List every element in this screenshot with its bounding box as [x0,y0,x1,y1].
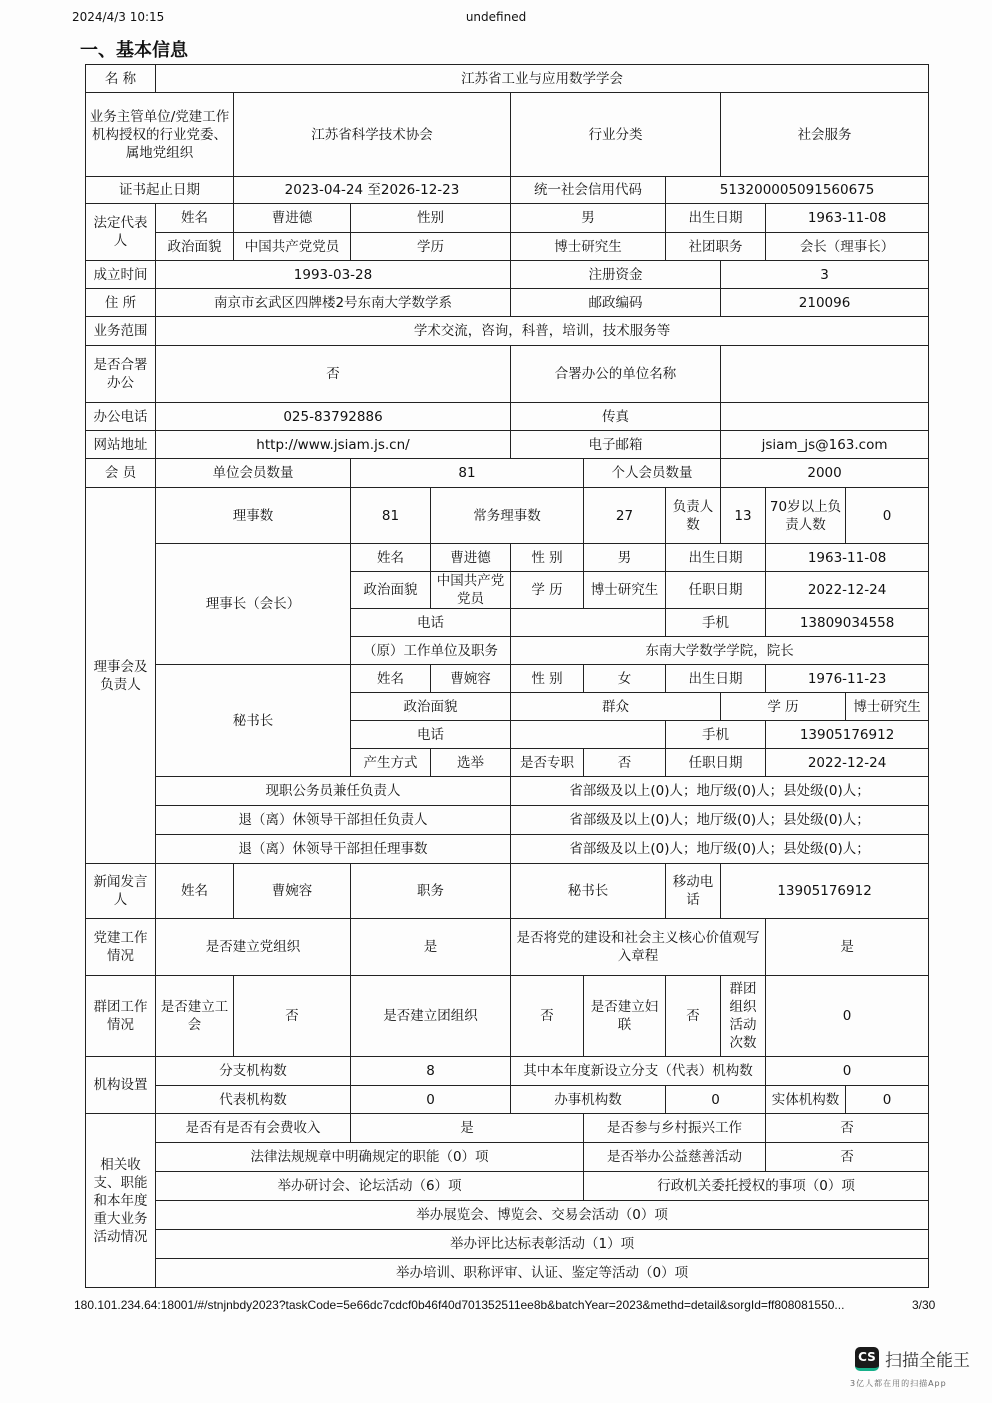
value: 2022-12-24 [766,749,929,777]
label: 法定代表人 [86,204,156,261]
label: 会 员 [86,459,156,488]
value: 博士研究生 [846,693,929,721]
value [511,721,666,749]
label: 退（离）休领导干部担任理事数 [156,835,511,864]
label: 电子邮箱 [511,431,721,459]
value: 8 [351,1057,511,1086]
label: 是否建立党组织 [156,919,351,976]
label: 群团组织活动次数 [721,976,766,1057]
label: 理事会及负责人 [86,488,156,864]
value: 博士研究生 [584,572,666,609]
value: 513200005091560675 [666,177,929,204]
value: 省部级及以上(0)人；地厅级(0)人；县处级(0)人； [511,835,929,864]
row-certificate [86,177,929,204]
row-members [86,459,929,488]
label: 党建工作情况 [86,919,156,976]
label: 现职公务员兼任负责人 [156,777,511,806]
label: 社团职务 [666,233,766,261]
value: http://www.jsiam.js.cn/ [156,431,511,459]
label: （原）工作单位及职务 [351,637,511,665]
label: 学 历 [721,693,846,721]
value: 2023-04-24 至2026-12-23 [234,177,511,204]
label: 任职日期 [666,749,766,777]
value [721,403,929,431]
label: 出生日期 [666,665,766,693]
value: 选举 [431,749,511,777]
value: 0 [766,1057,929,1086]
label: 姓名 [156,864,234,919]
value: 学术交流，咨询，科普，培训，技术服务等 [156,317,929,346]
value: 举办研讨会、论坛活动（6）项 [156,1172,584,1201]
value: 中国共产党党员 [431,572,511,609]
page-number: 3/30 [912,1298,936,1312]
value: 1976-11-23 [766,665,929,693]
value: 81 [351,488,431,544]
label: 理事数 [156,488,351,544]
value: 1993-03-28 [156,261,511,289]
value: 中国共产党党员 [234,233,351,261]
value: 省部级及以上(0)人；地厅级(0)人；县处级(0)人； [511,806,929,835]
label: 手机 [666,609,766,637]
value: 2022-12-24 [766,572,929,609]
label: 是否有是否有会费收入 [156,1114,351,1143]
value: 13905176912 [766,721,929,749]
row-activities-3 [86,1172,929,1201]
value [511,609,666,637]
row-mass-org [86,976,929,1057]
row-chair-1 [86,544,929,572]
value: 曹进德 [431,544,511,572]
value: 男 [511,204,666,233]
label: 证书起止日期 [86,177,234,204]
camscanner-logo-icon: CS [855,1347,879,1371]
label: 住 所 [86,289,156,317]
label: 产生方式 [351,749,431,777]
label: 性 别 [511,544,584,572]
label: 业务范围 [86,317,156,346]
label: 姓名 [351,665,431,693]
label: 单位会员数量 [156,459,351,488]
label: 手机 [666,721,766,749]
value: 男 [584,544,666,572]
label: 统一社会信用代码 [511,177,666,204]
value: 否 [666,976,721,1057]
value: 210096 [721,289,929,317]
row-structure-1 [86,1057,929,1086]
label: 政治面貌 [351,572,431,609]
value: 否 [584,749,666,777]
value: 女 [584,665,666,693]
label: 新闻发言人 [86,864,156,919]
value: 否 [234,976,351,1057]
value: 社会服务 [721,93,929,177]
value: 省部级及以上(0)人；地厅级(0)人；县处级(0)人； [511,777,929,806]
label: 是否专职 [511,749,584,777]
label: 个人会员数量 [584,459,721,488]
value: 3 [721,261,929,289]
label: 注册资金 [511,261,721,289]
row-activities-6 [86,1259,929,1288]
row-phone [86,403,929,431]
label: 业务主管单位/党建工作机构授权的行业党委、属地党组织 [86,93,234,177]
label: 是否将党的建设和社会主义核心价值观写入章程 [511,919,766,976]
row-activities-4 [86,1201,929,1230]
value: 江苏省科学技术协会 [234,93,511,177]
value: 南京市玄武区四牌楼2号东南大学数学系 [156,289,511,317]
value: 0 [666,1086,766,1114]
value: 群众 [511,693,721,721]
label: 分支机构数 [156,1057,351,1086]
label: 电话 [351,721,511,749]
label: 相关收支、职能和本年度重大业务活动情况 [86,1114,156,1288]
row-business-scope [86,317,929,346]
row-officials-3 [86,835,929,864]
label: 法律法规规章中明确规定的职能（0）项 [156,1143,584,1172]
value: 0 [766,976,929,1057]
label: 行业分类 [511,93,721,177]
label: 是否建立团组织 [351,976,511,1057]
label: 性 别 [511,665,584,693]
row-activities-1 [86,1114,929,1143]
label: 办公电话 [86,403,156,431]
value: 否 [766,1143,929,1172]
label: 理事长（会长） [156,544,351,665]
print-title: undefined [465,10,527,24]
label: 电话 [351,609,511,637]
row-legal-rep-1 [86,204,929,233]
row-activities-5 [86,1230,929,1259]
value: 曹婉容 [234,864,351,919]
row-website [86,431,929,459]
row-legal-rep-2 [86,233,929,261]
row-supervisor [86,93,929,177]
value [721,346,929,403]
label: 常务理事数 [431,488,584,544]
label: 成立时间 [86,261,156,289]
label: 秘书长 [156,665,351,777]
label: 是否举办公益慈善活动 [584,1143,766,1172]
value: 13905176912 [721,864,929,919]
value: 举办培训、职称评审、认证、鉴定等活动（0）项 [156,1259,929,1288]
row-joint-office [86,346,929,403]
label: 出生日期 [666,204,766,233]
value: 行政机关委托授权的事项（0）项 [584,1172,929,1201]
value: 81 [351,459,584,488]
label: 退（离）休领导干部担任负责人 [156,806,511,835]
label: 是否参与乡村振兴工作 [584,1114,766,1143]
label: 机构设置 [86,1057,156,1114]
section-title: 一、基本信息 [80,40,188,61]
value: 1963-11-08 [766,544,929,572]
label: 网站地址 [86,431,156,459]
value: 13 [721,488,766,544]
label: 出生日期 [666,544,766,572]
value: 1963-11-08 [766,204,929,233]
row-spokesperson [86,864,929,919]
label: 合署办公的单位名称 [511,346,721,403]
value: 否 [156,346,511,403]
label: 是否建立妇联 [584,976,666,1057]
row-name [86,65,929,93]
label: 移动电话 [666,864,721,919]
label: 任职日期 [666,572,766,609]
row-activities-2 [86,1143,929,1172]
label: 职务 [351,864,511,919]
row-secretary-1 [86,665,929,693]
value: 秘书长 [511,864,666,919]
value: 025-83792886 [156,403,511,431]
label: 是否建立工会 [156,976,234,1057]
value: 0 [351,1086,511,1114]
value: 是 [351,1114,584,1143]
label: 传真 [511,403,721,431]
label: 负责人数 [666,488,721,544]
value: 13809034558 [766,609,929,637]
row-council-counts [86,488,929,544]
row-structure-2 [86,1086,929,1114]
value: 江苏省工业与应用数学学会 [156,65,929,93]
value: 是 [351,919,511,976]
label: 政治面貌 [156,233,234,261]
label: 姓名 [351,544,431,572]
row-party [86,919,929,976]
value: jsiam_js@163.com [721,431,929,459]
watermark-tagline: 3亿人都在用的扫描App [850,1379,947,1388]
label: 邮政编码 [511,289,721,317]
value: 举办展览会、博览会、交易会活动（0）项 [156,1201,929,1230]
value: 否 [511,976,584,1057]
row-address [86,289,929,317]
label: 代表机构数 [156,1086,351,1114]
value: 博士研究生 [511,233,666,261]
value: 0 [846,488,929,544]
value: 曹进德 [234,204,351,233]
basic-info-table [85,64,929,1288]
row-officials-2 [86,806,929,835]
value: 27 [584,488,666,544]
label: 群团工作情况 [86,976,156,1057]
label: 其中本年度新设立分支（代表）机构数 [511,1057,766,1086]
label: 性别 [351,204,511,233]
value: 2000 [721,459,929,488]
value: 0 [846,1086,929,1114]
value: 东南大学数学学院，院长 [511,637,929,665]
value: 曹婉容 [431,665,511,693]
label: 政治面貌 [351,693,511,721]
label: 名 称 [86,65,156,93]
camscanner-watermark [855,1346,970,1371]
print-datetime: 2024/4/3 10:15 [72,10,165,24]
value: 是 [766,919,929,976]
label: 70岁以上负责人数 [766,488,846,544]
watermark-brand: 扫描全能王 [885,1351,970,1371]
label: 姓名 [156,204,234,233]
label: 学历 [351,233,511,261]
row-officials-1 [86,777,929,806]
label: 实体机构数 [766,1086,846,1114]
label: 学 历 [511,572,584,609]
value: 否 [766,1114,929,1143]
label: 办事机构数 [511,1086,666,1114]
label: 是否合署办公 [86,346,156,403]
row-founded [86,261,929,289]
value: 会长（理事长） [766,233,929,261]
footer-url: 180.101.234.64:18001/#/stnjnbdy2023?taskCode=5e66dc7cdcf0b46f40d701352511ee8b&batchYear=2023&methd=detail&sorgId=ff808081550... [74,1298,845,1312]
value: 举办评比达标表彰活动（1）项 [156,1230,929,1259]
